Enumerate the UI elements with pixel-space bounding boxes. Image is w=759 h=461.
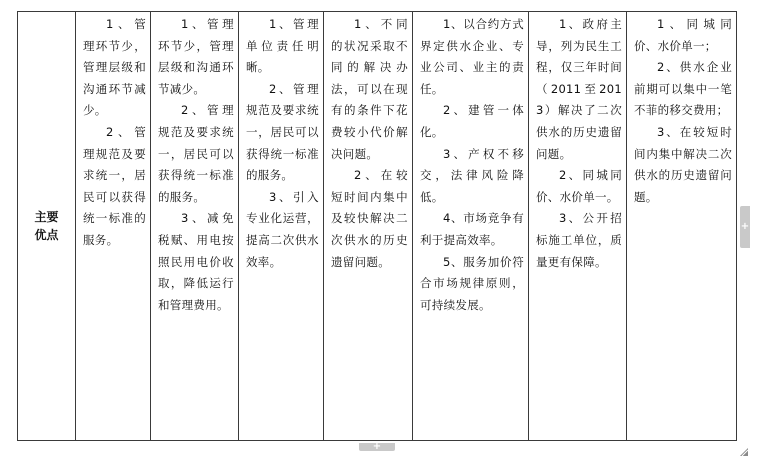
add-row-button[interactable] <box>359 443 395 451</box>
advantages-table <box>17 11 737 441</box>
cell-paragraph: 1、以合约方式界定供水企业、专业公司、业主的责任。 <box>420 17 524 96</box>
add-column-button[interactable] <box>740 206 750 248</box>
table-cell <box>627 12 737 441</box>
table-cell <box>529 12 627 441</box>
cell-paragraph: 1、管理环节少，管理层级和沟通环节减少。 <box>83 17 146 118</box>
cell-paragraph: 3、减免税赋、用电按照民用电价收取，降低运行和管理费用。 <box>158 211 234 312</box>
cell-paragraph: 5、服务加价符合市场规律原则，可持续发展。 <box>420 254 524 312</box>
cell-paragraph: 1、不同的状况采取不同的解决办法，可以在现有的条件下花费较小代价解决问题。 <box>331 17 408 161</box>
table-cell <box>324 12 413 441</box>
table-cell <box>151 12 239 441</box>
cell-paragraph: 1、政府主导，列为民生工程，仅三年时间（2011至2013）解决了二次供水的历史遗留问题。 <box>536 17 622 161</box>
table-cell <box>239 12 324 441</box>
resize-grip-icon[interactable] <box>739 442 749 452</box>
cell-paragraph: 2、在较短时间内集中及较快解决二次供水的历史遗留问题。 <box>331 168 408 269</box>
cell-paragraph: 1、管理环节少，管理层级和沟通环节减少。 <box>158 17 234 96</box>
cell-paragraph: 2、管理规范及要求统一，居民可以获得统一标准的服务。 <box>246 81 319 183</box>
cell-paragraph: 2、管理规范及要求统一，居民可以获得统一标准的服务。 <box>158 103 234 204</box>
cell-paragraph: 3、公开招标施工单位，质量更有保障。 <box>536 211 622 269</box>
cell-paragraph: 3、引入专业化运营，提高二次供水效率。 <box>246 189 319 269</box>
cell-paragraph: 4、市场竞争有利于提高效率。 <box>420 211 524 247</box>
cell-paragraph: 2、管理规范及要求统一，居民可以获得统一标准的服务。 <box>83 124 146 247</box>
cell-paragraph: 3、在较短时间内集中解决二次供水的历史遗留问题。 <box>634 124 732 204</box>
cell-paragraph: 2、建管一体化。 <box>420 103 524 139</box>
cell-paragraph: 3、产权不移交，法律风险降低。 <box>420 146 524 204</box>
table-row <box>18 12 737 441</box>
plus-icon: + <box>740 221 750 232</box>
cell-paragraph: 2、供水企业前期可以集中一笔不菲的移交费用； <box>634 60 732 118</box>
plus-icon: + <box>372 441 382 452</box>
cell-paragraph: 1、管理单位责任明晰。 <box>246 17 319 75</box>
row-label-line: 优点 <box>34 228 59 242</box>
cell-paragraph: 1、同城同价、水价单一； <box>634 17 732 53</box>
row-label-cell <box>18 12 76 441</box>
table-cell <box>76 12 151 441</box>
cell-paragraph: 2、同城同价、水价单一。 <box>536 168 622 204</box>
row-label-line: 主要 <box>34 210 59 224</box>
table-cell <box>413 12 529 441</box>
